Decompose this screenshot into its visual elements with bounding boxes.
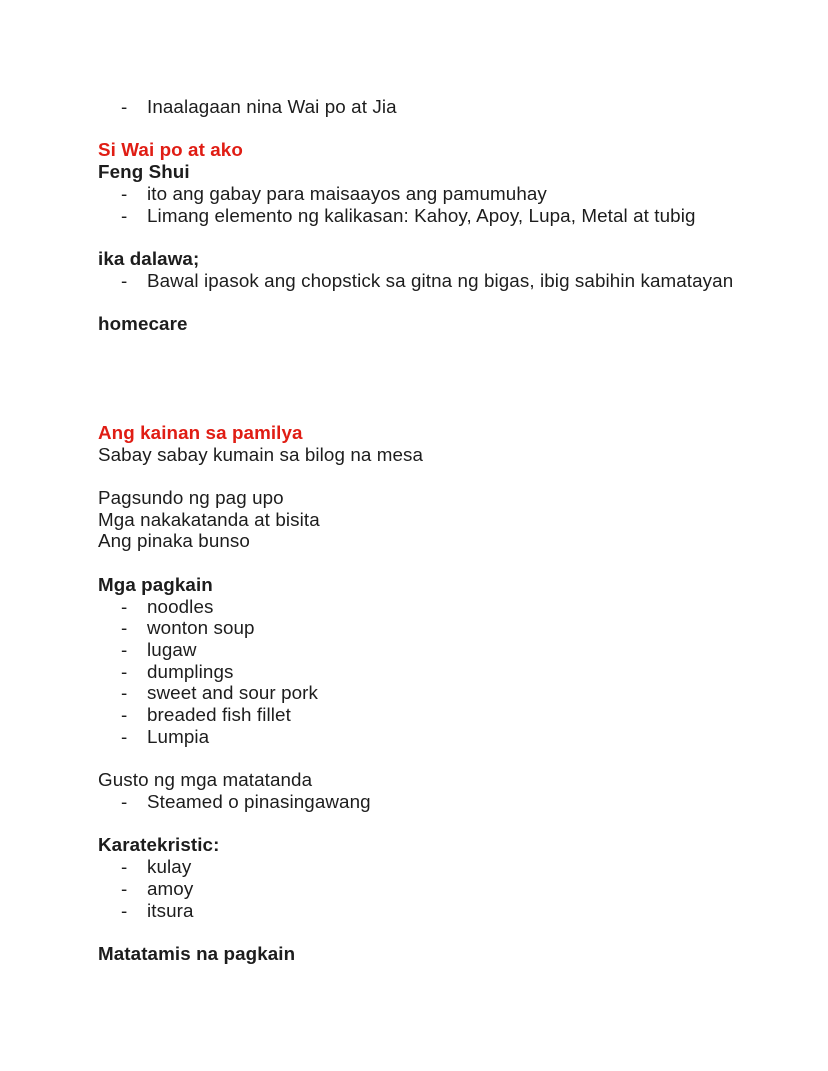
doc-line xyxy=(0,530,828,552)
doc-line-text: breaded fish fillet xyxy=(147,704,291,726)
bullet-dash: - xyxy=(121,725,128,747)
doc-line xyxy=(0,422,828,444)
bullet-dash: - xyxy=(121,899,128,921)
bullet-dash: - xyxy=(121,682,128,704)
doc-line-text: sweet and sour pork xyxy=(147,682,319,704)
bullet-dash: - xyxy=(121,638,128,660)
doc-line-text: Sabay sabay kumain sa bilog na mesa xyxy=(98,443,424,465)
doc-line-text: amoy xyxy=(147,877,194,899)
doc-line-text: Inaalagaan nina Wai po at Jia xyxy=(147,96,397,117)
doc-line-text: noodles xyxy=(147,595,214,617)
doc-line xyxy=(0,509,828,531)
blank-line xyxy=(0,921,828,943)
doc-line xyxy=(0,596,828,618)
doc-line-text: Si Wai po at ako xyxy=(98,139,243,161)
document-body xyxy=(0,96,828,965)
doc-line-text: Ang pinaka bunso xyxy=(98,530,250,552)
doc-line-text: ito ang gabay para maisaayos ang pamumuhay xyxy=(147,182,547,204)
doc-line xyxy=(0,834,828,856)
blank-line xyxy=(0,291,828,313)
doc-line-text: dumplings xyxy=(147,660,234,682)
blank-line xyxy=(0,813,828,835)
blank-line xyxy=(0,378,828,400)
doc-line xyxy=(0,96,828,118)
doc-line-text: Mga pagkain xyxy=(98,573,213,595)
bullet-dash: - xyxy=(121,617,128,639)
doc-line-text: Bawal ipasok ang chopstick sa gitna ng bigas, ibig sabihin kamatayan xyxy=(147,269,734,291)
doc-line-text: Karatekristic: xyxy=(98,834,220,856)
doc-line-text: lugaw xyxy=(147,638,197,660)
doc-line-text: Pagsundo ng pag upo xyxy=(98,486,284,508)
doc-line xyxy=(0,704,828,726)
doc-line xyxy=(0,139,828,161)
doc-line xyxy=(0,161,828,183)
blank-line xyxy=(0,552,828,574)
bullet-dash: - xyxy=(121,660,128,682)
bullet-dash: - xyxy=(121,877,128,899)
doc-line-text: Feng Shui xyxy=(98,161,190,183)
doc-line-text: wonton soup xyxy=(147,617,255,639)
blank-line xyxy=(0,465,828,487)
doc-line-text: homecare xyxy=(98,313,188,335)
doc-line xyxy=(0,661,828,683)
doc-line xyxy=(0,183,828,205)
doc-line xyxy=(0,205,828,227)
doc-line-text: ika dalawa; xyxy=(98,248,200,270)
doc-line xyxy=(0,943,828,965)
doc-line-text: Limang elemento ng kalikasan: Kahoy, Apoy, Lupa, Metal at tubig xyxy=(147,204,696,226)
doc-line xyxy=(0,726,828,748)
doc-line xyxy=(0,617,828,639)
blank-line xyxy=(0,335,828,357)
bullet-dash: - xyxy=(121,704,128,726)
bullet-dash: - xyxy=(121,182,128,204)
doc-line xyxy=(0,856,828,878)
doc-line xyxy=(0,769,828,791)
bullet-dash: - xyxy=(121,856,128,878)
doc-line-text: Matatamis na pagkain xyxy=(98,943,296,965)
doc-line xyxy=(0,444,828,466)
bullet-dash: - xyxy=(121,269,128,291)
doc-line-text: Lumpia xyxy=(147,725,210,747)
doc-line xyxy=(0,791,828,813)
bullet-dash: - xyxy=(121,791,128,812)
bullet-dash: - xyxy=(121,595,128,617)
doc-line-text: itsura xyxy=(147,899,194,921)
bullet-dash: - xyxy=(121,96,128,117)
doc-line-text: Ang kainan sa pamilya xyxy=(98,421,303,443)
doc-line xyxy=(0,313,828,335)
doc-line xyxy=(0,270,828,292)
doc-line-text: Steamed o pinasingawang xyxy=(147,791,371,812)
blank-line xyxy=(0,226,828,248)
blank-line xyxy=(0,400,828,422)
doc-line xyxy=(0,487,828,509)
doc-line xyxy=(0,900,828,922)
doc-line xyxy=(0,682,828,704)
doc-line xyxy=(0,574,828,596)
doc-line xyxy=(0,878,828,900)
blank-line xyxy=(0,118,828,140)
doc-line-text: kulay xyxy=(147,856,192,878)
doc-line-text: Gusto ng mga matatanda xyxy=(98,769,313,791)
doc-line-text: Mga nakakatanda at bisita xyxy=(98,508,320,530)
doc-line xyxy=(0,639,828,661)
bullet-dash: - xyxy=(121,204,128,226)
blank-line xyxy=(0,748,828,770)
doc-line xyxy=(0,248,828,270)
blank-line xyxy=(0,357,828,379)
